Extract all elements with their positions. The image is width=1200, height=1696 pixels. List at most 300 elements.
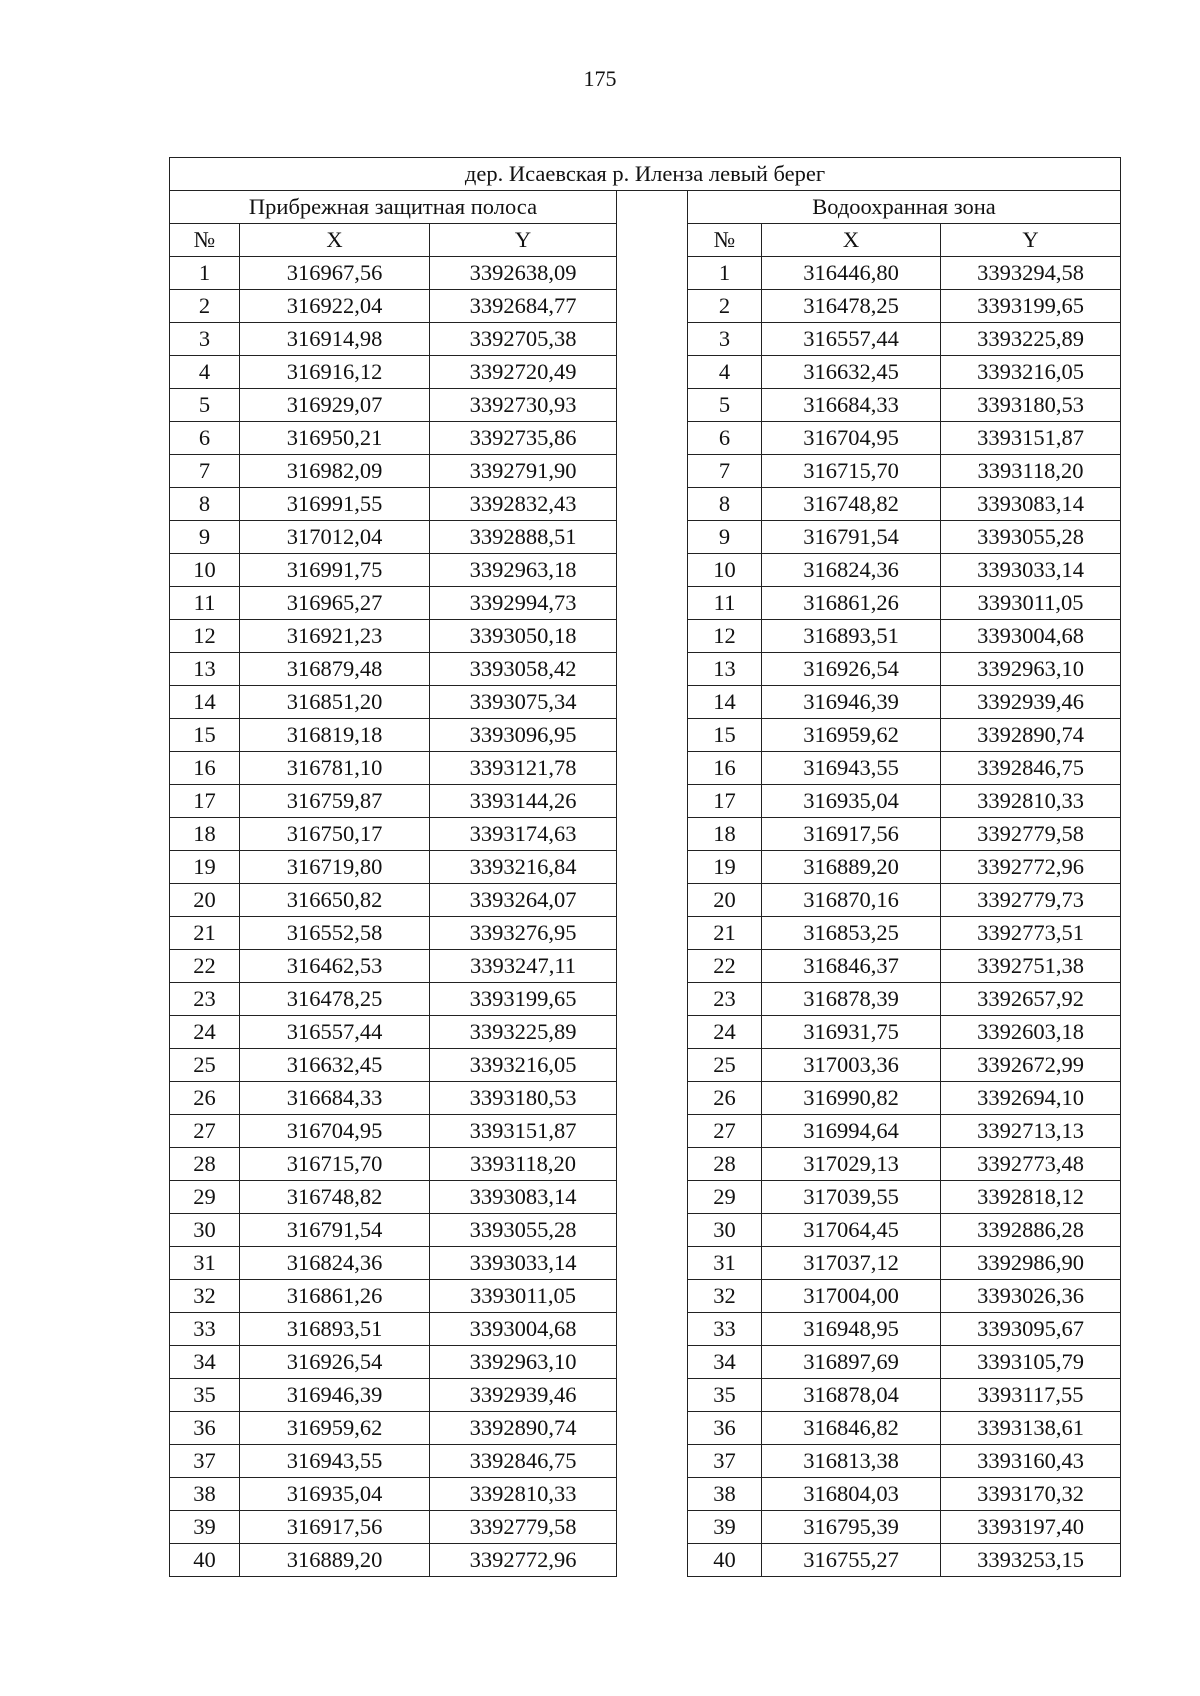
left-cell-number: 19 [170, 851, 240, 884]
coastal-strip-heading: Прибрежная защитная полоса [170, 191, 617, 224]
left-cell-x: 316967,56 [240, 257, 430, 290]
table-row [170, 1247, 1121, 1280]
left-cell-x: 316929,07 [240, 389, 430, 422]
right-cell-x: 316931,75 [762, 1016, 941, 1049]
table-row [170, 1181, 1121, 1214]
right-cell-x: 316748,82 [762, 488, 941, 521]
table-row [170, 1445, 1121, 1478]
left-cell-x: 316748,82 [240, 1181, 430, 1214]
column-gap [617, 1016, 688, 1049]
left-cell-number: 36 [170, 1412, 240, 1445]
right-cell-y: 3392810,33 [941, 785, 1121, 818]
right-cell-number: 16 [688, 752, 762, 785]
left-cell-y: 3393075,34 [430, 686, 617, 719]
left-cell-number: 32 [170, 1280, 240, 1313]
right-cell-x: 316959,62 [762, 719, 941, 752]
left-cell-y: 3393216,05 [430, 1049, 617, 1082]
table-row [170, 323, 1121, 356]
left-cell-y: 3393264,07 [430, 884, 617, 917]
left-cell-y: 3393276,95 [430, 917, 617, 950]
column-gap [617, 1346, 688, 1379]
column-gap [617, 290, 688, 323]
left-cell-x: 316552,58 [240, 917, 430, 950]
left-cell-x: 316991,75 [240, 554, 430, 587]
right-cell-number: 18 [688, 818, 762, 851]
table-row [170, 422, 1121, 455]
right-cell-y: 3392657,92 [941, 983, 1121, 1016]
table-row [170, 653, 1121, 686]
right-cell-y: 3392779,58 [941, 818, 1121, 851]
right-cell-number: 23 [688, 983, 762, 1016]
column-gap [617, 1214, 688, 1247]
table-row [170, 356, 1121, 389]
column-gap [617, 587, 688, 620]
left-cell-y: 3393033,14 [430, 1247, 617, 1280]
right-cell-number: 24 [688, 1016, 762, 1049]
left-cell-x: 316916,12 [240, 356, 430, 389]
left-cell-number: 40 [170, 1544, 240, 1577]
right-cell-x: 316804,03 [762, 1478, 941, 1511]
left-cell-number: 26 [170, 1082, 240, 1115]
column-gap [617, 1181, 688, 1214]
left-cell-y: 3392779,58 [430, 1511, 617, 1544]
right-cell-number: 11 [688, 587, 762, 620]
left-cell-y: 3393083,14 [430, 1181, 617, 1214]
right-cell-number: 17 [688, 785, 762, 818]
right-cell-y: 3392773,51 [941, 917, 1121, 950]
left-cell-x: 316889,20 [240, 1544, 430, 1577]
column-gap [617, 323, 688, 356]
table-title: дер. Исаевская р. Иленза левый берег [170, 158, 1121, 191]
table-row [170, 554, 1121, 587]
right-cell-number: 14 [688, 686, 762, 719]
table-row [170, 983, 1121, 1016]
left-cell-number: 16 [170, 752, 240, 785]
table-row [170, 1412, 1121, 1445]
right-cell-x: 316943,55 [762, 752, 941, 785]
left-cell-x: 316943,55 [240, 1445, 430, 1478]
left-cell-x: 316650,82 [240, 884, 430, 917]
left-cell-y: 3393118,20 [430, 1148, 617, 1181]
left-cell-y: 3393216,84 [430, 851, 617, 884]
table-row [170, 1478, 1121, 1511]
right-cell-y: 3393253,15 [941, 1544, 1121, 1577]
left-cell-y: 3393121,78 [430, 752, 617, 785]
column-gap [617, 191, 688, 224]
left-cell-x: 316950,21 [240, 422, 430, 455]
right-cell-number: 19 [688, 851, 762, 884]
column-gap [617, 785, 688, 818]
right-cell-y: 3393225,89 [941, 323, 1121, 356]
right-cell-y: 3393197,40 [941, 1511, 1121, 1544]
table-row [170, 686, 1121, 719]
left-cell-number: 34 [170, 1346, 240, 1379]
right-cell-number: 7 [688, 455, 762, 488]
right-cell-x: 316853,25 [762, 917, 941, 950]
right-cell-y: 3392886,28 [941, 1214, 1121, 1247]
table-row [170, 1511, 1121, 1544]
column-gap [617, 1379, 688, 1412]
right-cell-x: 316990,82 [762, 1082, 941, 1115]
left-cell-number: 21 [170, 917, 240, 950]
right-cell-number: 3 [688, 323, 762, 356]
right-cell-y: 3392846,75 [941, 752, 1121, 785]
right-cell-number: 2 [688, 290, 762, 323]
right-cell-number: 31 [688, 1247, 762, 1280]
right-cell-y: 3392890,74 [941, 719, 1121, 752]
right-cell-y: 3392751,38 [941, 950, 1121, 983]
right-cell-y: 3393216,05 [941, 356, 1121, 389]
column-gap [617, 1445, 688, 1478]
left-col-number-header: № [170, 224, 240, 257]
left-cell-x: 316791,54 [240, 1214, 430, 1247]
left-cell-number: 38 [170, 1478, 240, 1511]
column-gap [617, 851, 688, 884]
right-cell-number: 37 [688, 1445, 762, 1478]
right-cell-y: 3393033,14 [941, 554, 1121, 587]
right-cell-number: 27 [688, 1115, 762, 1148]
table-row [170, 1280, 1121, 1313]
left-cell-y: 3393144,26 [430, 785, 617, 818]
column-gap [617, 653, 688, 686]
left-col-y-header: Y [430, 224, 617, 257]
page-number: 175 [583, 66, 617, 91]
column-gap [617, 620, 688, 653]
table-row [170, 1082, 1121, 1115]
column-gap [617, 1082, 688, 1115]
right-cell-y: 3393105,79 [941, 1346, 1121, 1379]
left-cell-y: 3392963,10 [430, 1346, 617, 1379]
right-cell-x: 316632,45 [762, 356, 941, 389]
column-gap [617, 1247, 688, 1280]
left-cell-x: 316781,10 [240, 752, 430, 785]
section-heading-row [170, 191, 1121, 224]
left-cell-x: 316715,70 [240, 1148, 430, 1181]
left-cell-y: 3393247,11 [430, 950, 617, 983]
column-gap [617, 554, 688, 587]
table-row [170, 389, 1121, 422]
table-row [170, 1346, 1121, 1379]
left-cell-y: 3393050,18 [430, 620, 617, 653]
left-cell-x: 316922,04 [240, 290, 430, 323]
right-cell-y: 3393095,67 [941, 1313, 1121, 1346]
left-cell-number: 10 [170, 554, 240, 587]
table-row [170, 719, 1121, 752]
water-protection-zone-heading: Водоохранная зона [688, 191, 1121, 224]
left-cell-y: 3393180,53 [430, 1082, 617, 1115]
right-cell-y: 3393180,53 [941, 389, 1121, 422]
left-cell-y: 3392730,93 [430, 389, 617, 422]
right-cell-x: 317003,36 [762, 1049, 941, 1082]
left-cell-x: 316824,36 [240, 1247, 430, 1280]
column-gap [617, 818, 688, 851]
right-cell-number: 9 [688, 521, 762, 554]
table-row [170, 1016, 1121, 1049]
right-cell-x: 316846,37 [762, 950, 941, 983]
left-cell-x: 316893,51 [240, 1313, 430, 1346]
left-cell-number: 39 [170, 1511, 240, 1544]
right-cell-x: 316557,44 [762, 323, 941, 356]
right-cell-number: 26 [688, 1082, 762, 1115]
column-gap [617, 356, 688, 389]
right-cell-x: 316893,51 [762, 620, 941, 653]
table-row [170, 488, 1121, 521]
left-cell-number: 15 [170, 719, 240, 752]
left-cell-x: 316965,27 [240, 587, 430, 620]
left-cell-number: 27 [170, 1115, 240, 1148]
right-cell-y: 3393294,58 [941, 257, 1121, 290]
left-cell-y: 3392638,09 [430, 257, 617, 290]
left-cell-x: 316914,98 [240, 323, 430, 356]
right-cell-number: 34 [688, 1346, 762, 1379]
table-row [170, 455, 1121, 488]
right-cell-y: 3393055,28 [941, 521, 1121, 554]
left-cell-y: 3392890,74 [430, 1412, 617, 1445]
right-cell-x: 316791,54 [762, 521, 941, 554]
title-row [170, 158, 1121, 191]
left-cell-number: 25 [170, 1049, 240, 1082]
right-cell-x: 316704,95 [762, 422, 941, 455]
left-cell-y: 3393004,68 [430, 1313, 617, 1346]
table-row [170, 1148, 1121, 1181]
left-cell-x: 316959,62 [240, 1412, 430, 1445]
right-cell-number: 20 [688, 884, 762, 917]
table-row [170, 290, 1121, 323]
left-cell-y: 3392832,43 [430, 488, 617, 521]
right-cell-number: 12 [688, 620, 762, 653]
right-cell-y: 3393118,20 [941, 455, 1121, 488]
right-cell-number: 36 [688, 1412, 762, 1445]
column-gap [617, 1313, 688, 1346]
left-cell-y: 3392791,90 [430, 455, 617, 488]
right-cell-number: 25 [688, 1049, 762, 1082]
left-cell-x: 316819,18 [240, 719, 430, 752]
left-cell-x: 316462,53 [240, 950, 430, 983]
right-cell-x: 316684,33 [762, 389, 941, 422]
left-cell-number: 23 [170, 983, 240, 1016]
left-cell-y: 3393151,87 [430, 1115, 617, 1148]
right-cell-y: 3392672,99 [941, 1049, 1121, 1082]
right-cell-y: 3392779,73 [941, 884, 1121, 917]
right-cell-x: 316478,25 [762, 290, 941, 323]
right-cell-number: 6 [688, 422, 762, 455]
left-cell-number: 31 [170, 1247, 240, 1280]
right-cell-y: 3392939,46 [941, 686, 1121, 719]
left-cell-y: 3392720,49 [430, 356, 617, 389]
column-gap [617, 917, 688, 950]
left-cell-x: 316982,09 [240, 455, 430, 488]
left-cell-number: 30 [170, 1214, 240, 1247]
column-gap [617, 389, 688, 422]
column-gap [617, 1280, 688, 1313]
table-row [170, 950, 1121, 983]
column-gap [617, 884, 688, 917]
column-gap [617, 1049, 688, 1082]
left-cell-x: 316759,87 [240, 785, 430, 818]
right-cell-y: 3392818,12 [941, 1181, 1121, 1214]
right-col-y-header: Y [941, 224, 1121, 257]
left-cell-number: 14 [170, 686, 240, 719]
left-cell-number: 37 [170, 1445, 240, 1478]
right-cell-x: 316935,04 [762, 785, 941, 818]
left-col-x-header: X [240, 224, 430, 257]
right-cell-x: 316878,04 [762, 1379, 941, 1412]
left-cell-number: 5 [170, 389, 240, 422]
column-gap [617, 1544, 688, 1577]
table-row [170, 1313, 1121, 1346]
right-cell-y: 3392772,96 [941, 851, 1121, 884]
table-row [170, 851, 1121, 884]
right-cell-x: 316946,39 [762, 686, 941, 719]
table-row [170, 257, 1121, 290]
table-row [170, 587, 1121, 620]
right-cell-y: 3392986,90 [941, 1247, 1121, 1280]
right-cell-x: 316889,20 [762, 851, 941, 884]
left-cell-number: 11 [170, 587, 240, 620]
column-gap [617, 686, 688, 719]
left-cell-x: 316704,95 [240, 1115, 430, 1148]
right-cell-y: 3392773,48 [941, 1148, 1121, 1181]
right-cell-y: 3393138,61 [941, 1412, 1121, 1445]
left-cell-y: 3392810,33 [430, 1478, 617, 1511]
left-cell-number: 35 [170, 1379, 240, 1412]
right-cell-number: 8 [688, 488, 762, 521]
left-cell-x: 316879,48 [240, 653, 430, 686]
right-cell-x: 316948,95 [762, 1313, 941, 1346]
left-cell-number: 7 [170, 455, 240, 488]
right-cell-y: 3393199,65 [941, 290, 1121, 323]
left-cell-x: 316917,56 [240, 1511, 430, 1544]
left-cell-y: 3392846,75 [430, 1445, 617, 1478]
left-cell-number: 2 [170, 290, 240, 323]
right-cell-y: 3393170,32 [941, 1478, 1121, 1511]
left-cell-number: 33 [170, 1313, 240, 1346]
left-cell-x: 316935,04 [240, 1478, 430, 1511]
right-col-x-header: X [762, 224, 941, 257]
column-gap [617, 422, 688, 455]
right-cell-x: 316926,54 [762, 653, 941, 686]
left-cell-y: 3393011,05 [430, 1280, 617, 1313]
left-cell-number: 29 [170, 1181, 240, 1214]
left-cell-number: 22 [170, 950, 240, 983]
right-cell-x: 316813,38 [762, 1445, 941, 1478]
right-cell-x: 316994,64 [762, 1115, 941, 1148]
column-gap [617, 1148, 688, 1181]
right-cell-x: 316897,69 [762, 1346, 941, 1379]
left-cell-y: 3393096,95 [430, 719, 617, 752]
right-cell-y: 3393160,43 [941, 1445, 1121, 1478]
left-cell-y: 3392939,46 [430, 1379, 617, 1412]
table-row [170, 917, 1121, 950]
column-gap [617, 950, 688, 983]
right-cell-x: 316795,39 [762, 1511, 941, 1544]
right-cell-x: 317004,00 [762, 1280, 941, 1313]
column-gap [617, 1412, 688, 1445]
left-cell-number: 13 [170, 653, 240, 686]
left-cell-x: 316557,44 [240, 1016, 430, 1049]
table-row [170, 521, 1121, 554]
column-gap [617, 1478, 688, 1511]
coordinates-table [169, 157, 1121, 1577]
right-cell-x: 316755,27 [762, 1544, 941, 1577]
right-col-number-header: № [688, 224, 762, 257]
right-cell-number: 33 [688, 1313, 762, 1346]
right-cell-number: 30 [688, 1214, 762, 1247]
right-cell-number: 22 [688, 950, 762, 983]
right-cell-x: 316824,36 [762, 554, 941, 587]
left-cell-number: 28 [170, 1148, 240, 1181]
right-cell-number: 15 [688, 719, 762, 752]
table-row [170, 1544, 1121, 1577]
table-row [170, 1115, 1121, 1148]
right-cell-y: 3392963,10 [941, 653, 1121, 686]
left-cell-y: 3392994,73 [430, 587, 617, 620]
right-cell-y: 3393083,14 [941, 488, 1121, 521]
right-cell-y: 3393011,05 [941, 587, 1121, 620]
left-cell-y: 3393225,89 [430, 1016, 617, 1049]
right-cell-y: 3393004,68 [941, 620, 1121, 653]
right-cell-x: 317064,45 [762, 1214, 941, 1247]
left-cell-x: 317012,04 [240, 521, 430, 554]
left-cell-y: 3393174,63 [430, 818, 617, 851]
table-row [170, 818, 1121, 851]
right-cell-y: 3393026,36 [941, 1280, 1121, 1313]
right-cell-number: 10 [688, 554, 762, 587]
column-gap [617, 257, 688, 290]
right-cell-x: 317037,12 [762, 1247, 941, 1280]
right-cell-number: 40 [688, 1544, 762, 1577]
left-cell-number: 3 [170, 323, 240, 356]
left-cell-number: 9 [170, 521, 240, 554]
left-cell-x: 316684,33 [240, 1082, 430, 1115]
right-cell-number: 29 [688, 1181, 762, 1214]
right-cell-x: 316715,70 [762, 455, 941, 488]
left-cell-y: 3392963,18 [430, 554, 617, 587]
left-cell-y: 3392735,86 [430, 422, 617, 455]
right-cell-x: 316861,26 [762, 587, 941, 620]
right-cell-x: 316870,16 [762, 884, 941, 917]
left-cell-x: 316750,17 [240, 818, 430, 851]
left-cell-number: 18 [170, 818, 240, 851]
left-cell-number: 20 [170, 884, 240, 917]
left-cell-x: 316926,54 [240, 1346, 430, 1379]
left-cell-x: 316861,26 [240, 1280, 430, 1313]
table-row [170, 1214, 1121, 1247]
left-cell-x: 316478,25 [240, 983, 430, 1016]
right-cell-number: 5 [688, 389, 762, 422]
right-cell-number: 21 [688, 917, 762, 950]
left-cell-number: 8 [170, 488, 240, 521]
left-cell-x: 316921,23 [240, 620, 430, 653]
left-cell-number: 12 [170, 620, 240, 653]
right-cell-number: 38 [688, 1478, 762, 1511]
left-cell-y: 3392684,77 [430, 290, 617, 323]
column-gap [617, 983, 688, 1016]
left-cell-y: 3392705,38 [430, 323, 617, 356]
left-cell-x: 316632,45 [240, 1049, 430, 1082]
table-row [170, 752, 1121, 785]
right-cell-y: 3392694,10 [941, 1082, 1121, 1115]
left-cell-x: 316719,80 [240, 851, 430, 884]
right-cell-number: 32 [688, 1280, 762, 1313]
column-gap [617, 719, 688, 752]
right-cell-x: 316446,80 [762, 257, 941, 290]
right-cell-y: 3392713,13 [941, 1115, 1121, 1148]
column-gap [617, 1511, 688, 1544]
right-cell-number: 13 [688, 653, 762, 686]
right-cell-x: 316878,39 [762, 983, 941, 1016]
table-row [170, 1379, 1121, 1412]
